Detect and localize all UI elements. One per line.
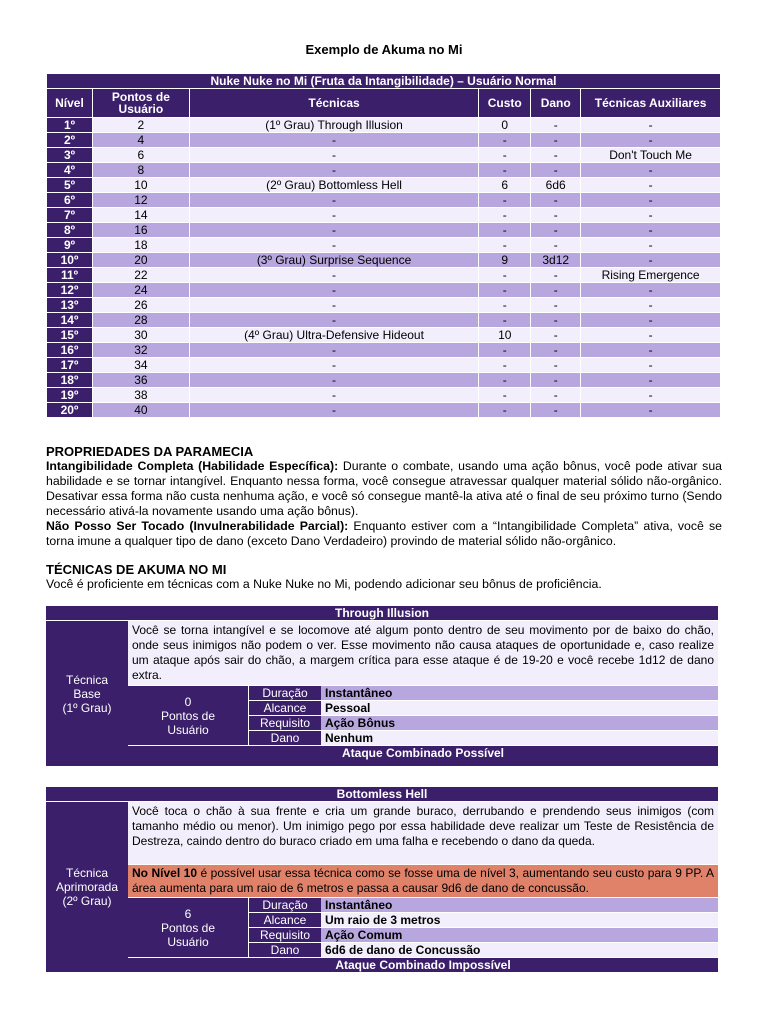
cost-cell: 6: [479, 178, 531, 193]
technique-cell: -: [189, 343, 478, 358]
cost-cell: -: [479, 358, 531, 373]
cost-cell: -: [479, 298, 531, 313]
attr-label-duracao: Duração: [249, 686, 322, 701]
level-cell: 6º: [47, 193, 93, 208]
col-header-auxiliares: Técnicas Auxiliares: [581, 89, 721, 118]
col-header-pontos: Pontos de Usuário: [92, 89, 189, 118]
attr-label-dano: Dano: [249, 943, 322, 958]
aux-technique-cell: -: [581, 328, 721, 343]
aux-technique-cell: -: [581, 208, 721, 223]
level-cell: 4º: [47, 163, 93, 178]
note-text: é possível usar essa técnica como se fosse uma de nível 3, aumentando seu custo para 9 PP. A área aumenta para um raio de 6 metros e passa a causar 9d6 de dano de concussão.: [132, 866, 714, 895]
damage-cell: -: [531, 313, 581, 328]
points-cell: 14: [92, 208, 189, 223]
property-paragraph: [46, 519, 722, 549]
technique-cell: -: [189, 403, 478, 418]
technique-cell: (3º Grau) Surprise Sequence: [189, 253, 478, 268]
damage-cell: -: [531, 133, 581, 148]
cost-cell: -: [479, 313, 531, 328]
aux-technique-cell: Rising Emergence: [581, 268, 721, 283]
attr-label-alcance: Alcance: [249, 913, 322, 928]
damage-cell: -: [531, 208, 581, 223]
level-cell: 3º: [47, 148, 93, 163]
property-text: Durante o combate, usando uma ação bônus, você pode ativar sua habilidade e se tornar intangível. Enquanto nessa forma, você consegue atravessar qualquer material sólido não-orgânico. Desativar essa forma não custa nenhuma ação, e você só consegue mantê-la ativa até o final de seu próximo turno (Sendo necessário ativá-la novamente usando uma ação bônus).: [46, 459, 723, 518]
damage-cell: -: [531, 328, 581, 343]
aux-technique-cell: -: [581, 298, 721, 313]
attr-value-duracao: Instantâneo: [321, 686, 718, 701]
aux-technique-cell: -: [581, 163, 721, 178]
table-row: [47, 223, 721, 238]
table-row: [47, 313, 721, 328]
technique-description: Você toca o chão à sua frente e cria um grande buraco, derrubando e prendendo seus inimigos (com tamanho médio ou menor). Um inimigo pego por essa habilidade deve realizar um Teste de Resistência de Destreza, caindo dentro do buraco criado em uma falha e recebendo o dano da queda.: [128, 802, 718, 865]
table-row: [47, 283, 721, 298]
points-cell: 40: [92, 403, 189, 418]
cost-cell: -: [479, 133, 531, 148]
technique-cell: -: [189, 358, 478, 373]
aux-technique-cell: -: [581, 283, 721, 298]
technique-cell: -: [189, 193, 478, 208]
damage-cell: -: [531, 403, 581, 418]
damage-cell: -: [531, 148, 581, 163]
cost-cell: -: [479, 268, 531, 283]
technique-cell: -: [189, 133, 478, 148]
technique-card-bottomless-hell: [46, 787, 718, 972]
table-row: [47, 328, 721, 343]
level-cell: 16º: [47, 343, 93, 358]
damage-cell: -: [531, 268, 581, 283]
technique-footer: Ataque Combinado Impossível: [128, 958, 718, 973]
table-row: [47, 358, 721, 373]
points-cell: 22: [92, 268, 189, 283]
points-label: Pontos de: [160, 920, 216, 935]
points-cell: 4: [92, 133, 189, 148]
technique-cell: -: [189, 163, 478, 178]
aux-technique-cell: -: [581, 358, 721, 373]
points-cell: 10: [92, 178, 189, 193]
table-row: [47, 298, 721, 313]
attr-value-requisito: Ação Bônus: [321, 716, 718, 731]
col-header-nivel: Nível: [47, 89, 93, 118]
cost-cell: -: [479, 208, 531, 223]
col-header-custo: Custo: [479, 89, 531, 118]
table-row: [47, 133, 721, 148]
damage-cell: 6d6: [531, 178, 581, 193]
points-cell: 6: [92, 148, 189, 163]
points-cell: 30: [92, 328, 189, 343]
paramecia-properties: [46, 444, 722, 549]
points-cell: 34: [92, 358, 189, 373]
level-cell: 17º: [47, 358, 93, 373]
technique-grade: [46, 621, 128, 767]
technique-cell: -: [189, 223, 478, 238]
cost-cell: -: [479, 238, 531, 253]
level-cell: 1º: [47, 118, 93, 133]
attr-value-requisito: Ação Comum: [321, 928, 718, 943]
grade-line: Base: [73, 686, 101, 701]
table-row: [47, 163, 721, 178]
aux-technique-cell: -: [581, 193, 721, 208]
aux-technique-cell: -: [581, 118, 721, 133]
technique-cell: (2º Grau) Bottomless Hell: [189, 178, 478, 193]
attr-label-alcance: Alcance: [249, 701, 322, 716]
attr-label-duracao: Duração: [249, 898, 322, 913]
note-title: No Nível 10: [132, 866, 197, 880]
table-row: [47, 148, 721, 163]
technique-cell: -: [189, 388, 478, 403]
damage-cell: -: [531, 358, 581, 373]
cost-cell: -: [479, 343, 531, 358]
points-value: 6: [184, 906, 192, 921]
aux-technique-cell: -: [581, 223, 721, 238]
level-cell: 13º: [47, 298, 93, 313]
page-title: Exemplo de Akuma no Mi: [305, 42, 463, 57]
damage-cell: -: [531, 163, 581, 178]
level-cell: 11º: [47, 268, 93, 283]
technique-cell: -: [189, 313, 478, 328]
user-points: [128, 686, 249, 746]
table-row: [47, 178, 721, 193]
table-caption: Nuke Nuke no Mi (Fruta da Intangibilidade) – Usuário Normal: [47, 74, 721, 89]
cost-cell: -: [479, 163, 531, 178]
table-row: [47, 343, 721, 358]
grade-line: Técnica: [65, 866, 109, 880]
level-cell: 12º: [47, 283, 93, 298]
cost-cell: 0: [479, 118, 531, 133]
section-heading: TÉCNICAS DE AKUMA NO MI: [46, 562, 227, 577]
table-row: [47, 118, 721, 133]
points-cell: 18: [92, 238, 189, 253]
technique-cell: -: [189, 283, 478, 298]
damage-cell: 3d12: [531, 253, 581, 268]
technique-name: Through Illusion: [46, 606, 718, 621]
table-row: [47, 388, 721, 403]
technique-cell: -: [189, 373, 478, 388]
grade-line: (1º Grau): [62, 700, 112, 715]
cost-cell: -: [479, 148, 531, 163]
points-label: Usuário: [167, 934, 209, 949]
technique-footer: Ataque Combinado Possível: [128, 746, 718, 761]
table-row: [47, 403, 721, 418]
cost-cell: -: [479, 388, 531, 403]
aux-technique-cell: -: [581, 343, 721, 358]
damage-cell: -: [531, 238, 581, 253]
col-header-dano: Dano: [531, 89, 581, 118]
cost-cell: -: [479, 193, 531, 208]
points-cell: 12: [92, 193, 189, 208]
table-row: [47, 253, 721, 268]
damage-cell: -: [531, 373, 581, 388]
technique-cell: -: [189, 298, 478, 313]
points-cell: 2: [92, 118, 189, 133]
cost-cell: -: [479, 373, 531, 388]
aux-technique-cell: -: [581, 388, 721, 403]
technique-cell: -: [189, 148, 478, 163]
cost-cell: -: [479, 283, 531, 298]
damage-cell: -: [531, 118, 581, 133]
aux-technique-cell: -: [581, 373, 721, 388]
points-label: Pontos de: [160, 708, 216, 723]
damage-cell: -: [531, 193, 581, 208]
damage-cell: -: [531, 343, 581, 358]
technique-cell: -: [189, 238, 478, 253]
points-cell: 24: [92, 283, 189, 298]
level-table: [46, 73, 721, 418]
attr-value-dano: 6d6 de dano de Concussão: [321, 943, 718, 958]
table-row: [47, 238, 721, 253]
attr-label-requisito: Requisito: [249, 928, 322, 943]
damage-cell: -: [531, 283, 581, 298]
level-cell: 18º: [47, 373, 93, 388]
damage-cell: -: [531, 388, 581, 403]
technique-grade: [46, 802, 128, 973]
level-cell: 10º: [47, 253, 93, 268]
damage-cell: -: [531, 298, 581, 313]
points-cell: 38: [92, 388, 189, 403]
grade-line: Aprimorada: [55, 880, 119, 894]
points-cell: 28: [92, 313, 189, 328]
attr-value-duracao: Instantâneo: [321, 898, 718, 913]
attr-value-alcance: Um raio de 3 metros: [321, 913, 718, 928]
points-value: 0: [184, 694, 192, 709]
techniques-section: [46, 562, 722, 592]
level-cell: 14º: [47, 313, 93, 328]
aux-technique-cell: -: [581, 178, 721, 193]
points-label: Usuário: [167, 722, 209, 737]
property-paragraph: [46, 459, 722, 519]
grade-line: (2º Grau): [62, 894, 112, 908]
points-cell: 36: [92, 373, 189, 388]
aux-technique-cell: -: [581, 403, 721, 418]
grade-line: Técnica: [65, 672, 109, 687]
cost-cell: -: [479, 403, 531, 418]
aux-technique-cell: -: [581, 133, 721, 148]
damage-cell: -: [531, 223, 581, 238]
aux-technique-cell: -: [581, 313, 721, 328]
points-cell: 8: [92, 163, 189, 178]
table-row: [47, 373, 721, 388]
attr-label-requisito: Requisito: [249, 716, 322, 731]
level-cell: 5º: [47, 178, 93, 193]
property-text: Enquanto estiver com a “Intangibilidade Completa” ativa, você se torna imune a qualquer tipo de dano (exceto Dano Verdadeiro) provindo de material sólido não-orgânico.: [46, 519, 723, 548]
level-cell: 8º: [47, 223, 93, 238]
section-heading: PROPRIEDADES DA PARAMECIA: [46, 444, 254, 459]
technique-cell: -: [189, 208, 478, 223]
section-text: Você é proficiente em técnicas com a Nuke Nuke no Mi, podendo adicionar seu bônus de proficiência.: [46, 577, 602, 591]
level-cell: 2º: [47, 133, 93, 148]
level-cell: 9º: [47, 238, 93, 253]
user-points: [128, 898, 249, 958]
aux-technique-cell: -: [581, 253, 721, 268]
attr-value-alcance: Pessoal: [321, 701, 718, 716]
technique-cell: (4º Grau) Ultra-Defensive Hideout: [189, 328, 478, 343]
points-cell: 16: [92, 223, 189, 238]
table-row: [47, 268, 721, 283]
technique-name: Bottomless Hell: [46, 787, 718, 802]
attr-value-dano: Nenhum: [321, 731, 718, 746]
cost-cell: -: [479, 223, 531, 238]
points-cell: 20: [92, 253, 189, 268]
level-cell: 19º: [47, 388, 93, 403]
col-header-tecnicas: Técnicas: [189, 89, 478, 118]
property-title: Intangibilidade Completa (Habilidade Específica):: [46, 459, 339, 473]
level-cell: 7º: [47, 208, 93, 223]
aux-technique-cell: -: [581, 238, 721, 253]
property-title: Não Posso Ser Tocado (Invulnerabilidade Parcial):: [46, 519, 349, 533]
table-row: [47, 208, 721, 223]
points-cell: 32: [92, 343, 189, 358]
level-upgrade-note: [128, 865, 718, 898]
level-cell: 20º: [47, 403, 93, 418]
table-row: [47, 193, 721, 208]
technique-description: Você se torna intangível e se locomove até algum ponto dentro de seu movimento por de baixo do chão, onde seus inimigos não podem o ver. Esse movimento não causa ataques de oportunidade e, caso realize um ataque após sair do chão, a margem crítica para esse ataque é de 19-20 e você recebe 1d12 de dano extra.: [128, 621, 718, 686]
technique-cell: (1º Grau) Through Illusion: [189, 118, 478, 133]
attr-label-dano: Dano: [249, 731, 322, 746]
cost-cell: 9: [479, 253, 531, 268]
points-cell: 26: [92, 298, 189, 313]
technique-card-through-illusion: [46, 606, 718, 766]
aux-technique-cell: Don't Touch Me: [581, 148, 721, 163]
cost-cell: 10: [479, 328, 531, 343]
level-cell: 15º: [47, 328, 93, 343]
technique-cell: -: [189, 268, 478, 283]
